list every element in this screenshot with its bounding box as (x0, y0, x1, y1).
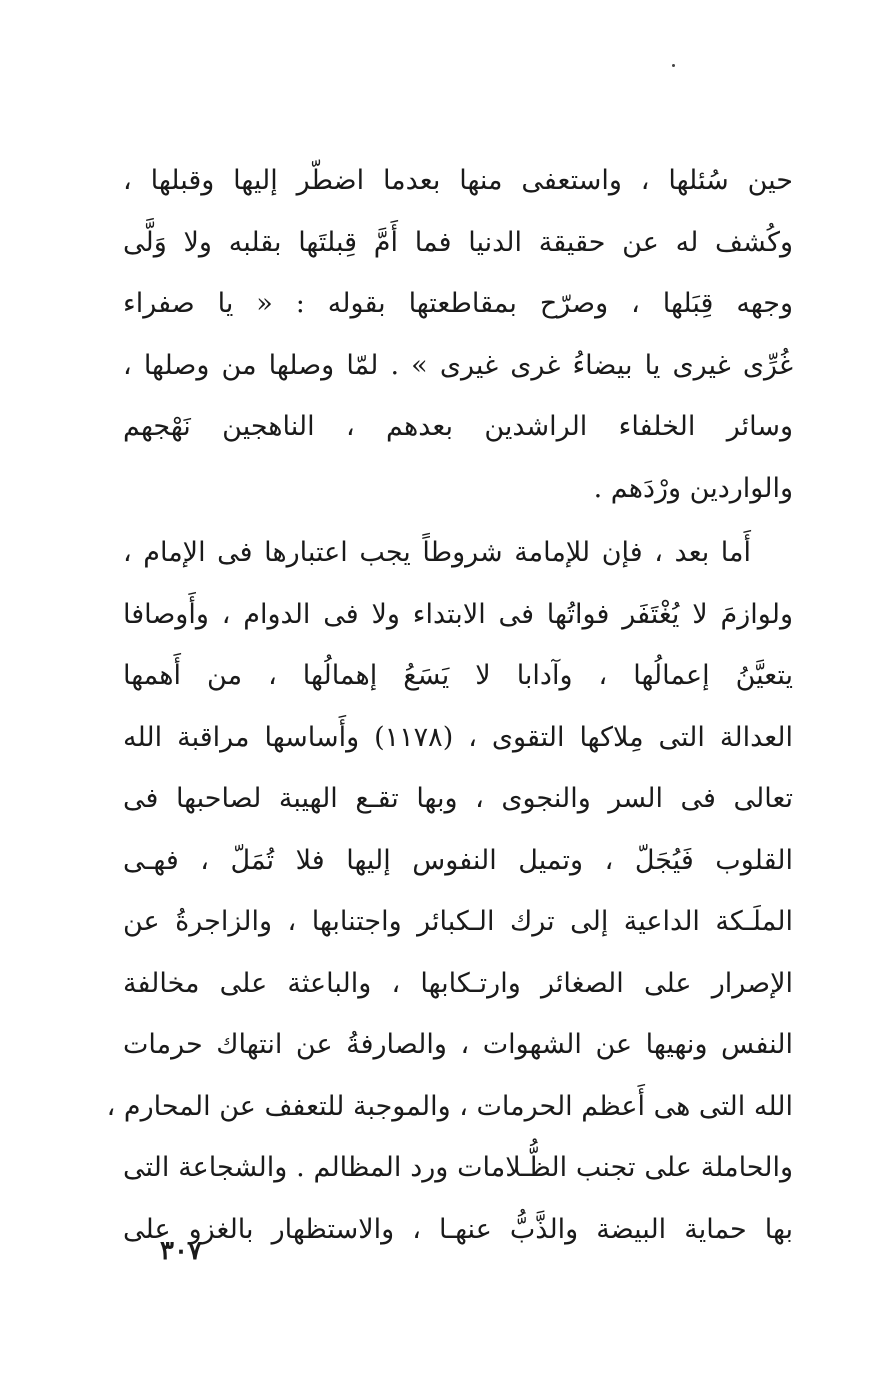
text-line: يتعيَّنُ إعمالُها ، وآدابا لا يَسَعُ إهمالُها ، من أَهمها (123, 660, 793, 691)
text-line: ولوازمَ لا يُغْتَفَر فواتُها فى الابتداء ولا فى الدوام ، وأَوصافا (123, 598, 793, 630)
text-line: الإصرار على الصغائر وارتـكابها ، والباعثة على مخالفة (123, 967, 793, 999)
text-line: حين سُئلها ، واستعفى منها بعدما اضطّر إليها وقبلها ، (123, 165, 793, 196)
text-line: الملَـكة الداعية إلى ترك الـكبائر واجتنابها ، والزاجرةُ عن (123, 906, 793, 937)
text-line: وكُشف له عن حقيقة الدنيا فما أَمَّ قِبلتَها بقلبه ولا وَلَّى (123, 226, 793, 258)
text-line: غُرِّى غيرى يا بيضاءُ غرى غيرى » . لمّا وصلها من وصلها ، (123, 349, 793, 381)
text-line: تعالى فى السر والنجوى ، وبها تقـع الهيبة لصاحبها فى (123, 783, 793, 814)
page-number: ٣٠٧ (160, 1236, 202, 1266)
text-line: أَما بعد ، فإن للإمامة شروطاً يجب اعتبارها فى الإمام ، (123, 537, 751, 568)
text-line: وجهه قِبَلها ، وصرّح بمقاطعتها بقوله : « يا صفراء (123, 288, 793, 319)
text-line: العدالة التى مِلاكها التقوى ، (١١٧٨) وأَساسها مراقبة الله (123, 721, 794, 753)
text-line: القلوب فَيُجَلّ ، وتميل النفوس إليها فلا تُمَلّ ، فهـى (123, 844, 793, 876)
paragraph-2 (106, 522, 794, 1260)
text-line: النفس ونهيها عن الشهوات ، والصارفةُ عن انتهاك حرمات (123, 1029, 793, 1060)
text-line: الله التى هى أَعظم الحرمات ، والموجبة للتعفف عن المحارم ، (106, 1090, 793, 1122)
text-line: والواردين ورْدَهم . (593, 472, 793, 504)
speck-mark (672, 64, 675, 67)
text-line: بها حماية البيضة والذَّبُّ عنهـا ، والاستظهار بالغزو على (123, 1213, 793, 1245)
paragraph-1 (123, 150, 793, 519)
text-line: وسائر الخلفاء الراشدين بعدهم ، الناهجين نَهْجهم (123, 411, 793, 442)
text-line: والحاملة على تجنب الظُّـلامات ورد المظالم . والشجاعة التى (123, 1152, 793, 1183)
